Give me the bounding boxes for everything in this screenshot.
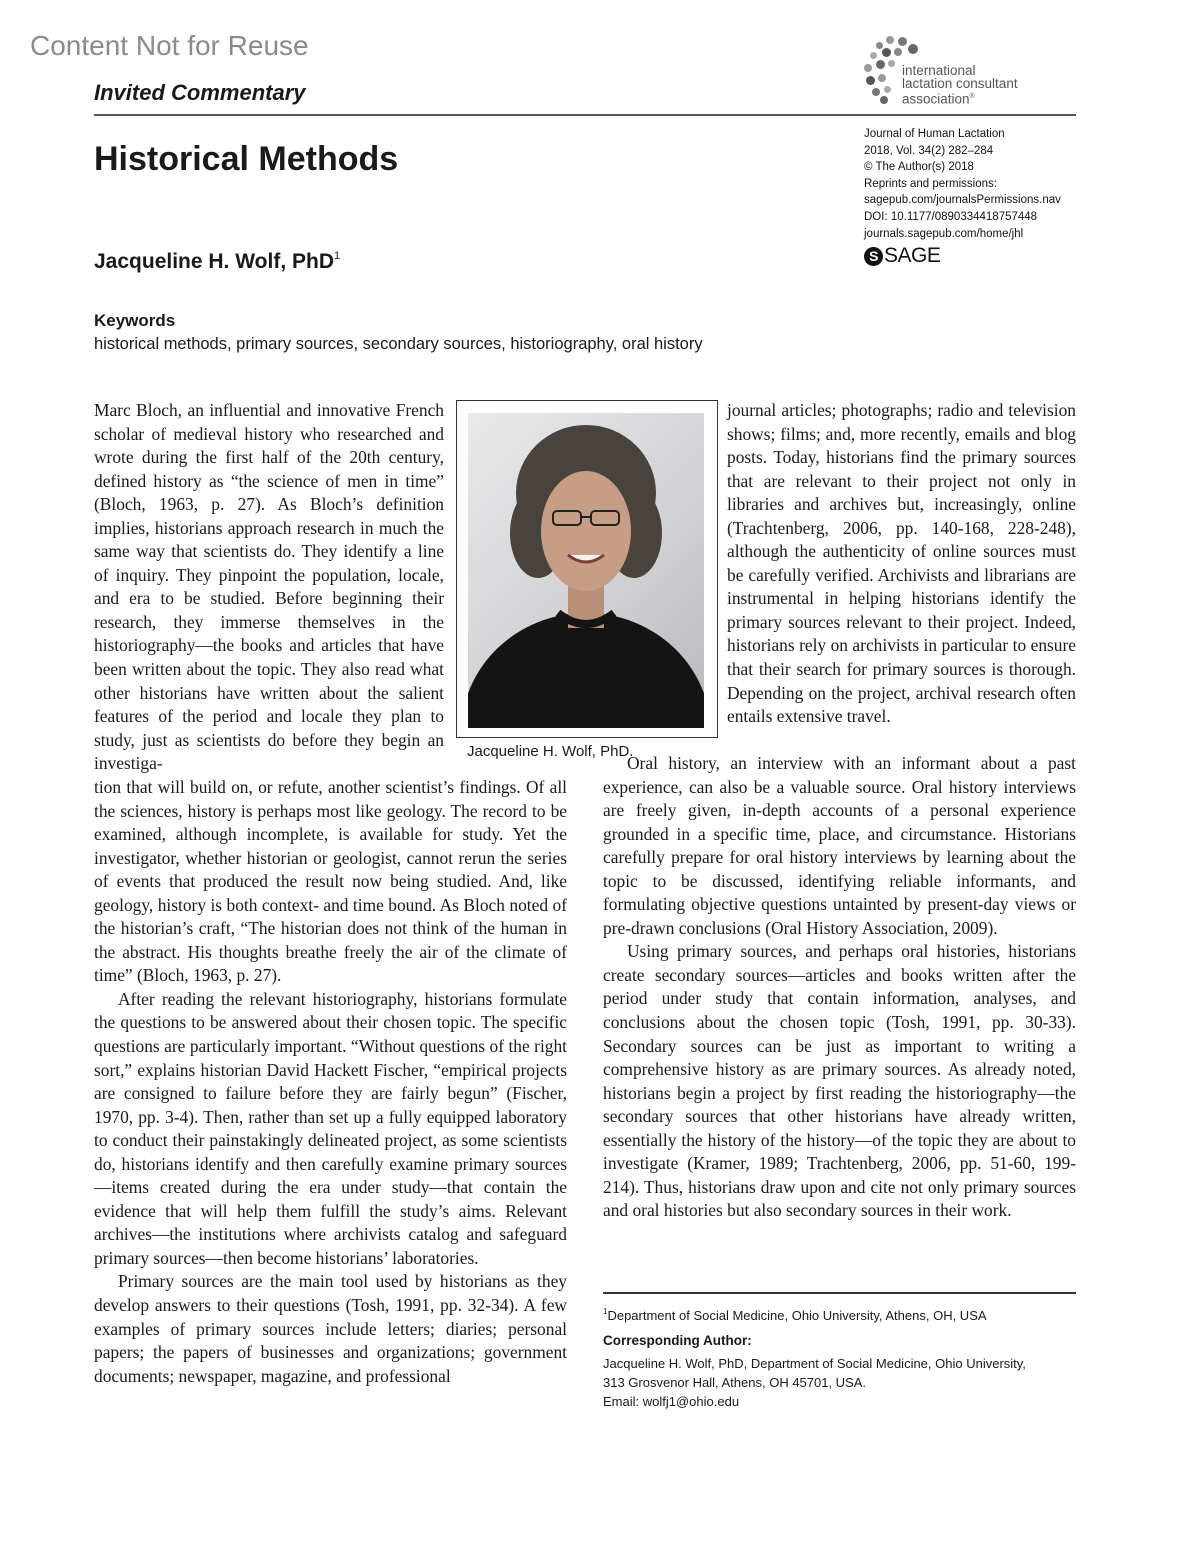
paragraph: journal articles; photographs; radio and television shows; films; and, more recently, emails and blog posts. Today, historians find the primary sources that are relevant to their project not only in libraries and archives but, increasingly, online (Trachtenberg, 2006, pp. 140-168, 228-248), although the authenticity of online sources must be carefully verified. Archivists and librarians are instrumental in helping historians identify the primary sources relevant to their project. Indeed, historians rely on archivists in particular to ensure that their search for primary sources is thorough. Depending on the project, archival research often entails extensive travel.	[727, 400, 1076, 727]
keywords-text: historical methods, primary sources, secondary sources, historiography, oral history	[94, 335, 703, 353]
author-portrait-image	[468, 413, 704, 728]
footnote-mark: 1	[603, 1307, 608, 1316]
corresponding-author-label: Corresponding Author:	[603, 1333, 752, 1348]
author-photo	[468, 413, 704, 728]
footnote-text: Department of Social Medicine, Ohio University, Athens, OH, USA	[607, 1308, 987, 1323]
paragraph: Marc Bloch, an influential and innovative French scholar of medieval history who researched and wrote during the first half of the 20th century, defined history as “the science of men in time” (Bloch, 1963, p. 27). As Bloch’s definition implies, historians approach research in much the same way that scientists do. They identify a line of inquiry. They pinpoint the population, locale, and era to be studied. Before beginning their research, they immerse themselves in the historiography—the books and articles that have been written about the topic. They also read what other historians have written about the salient features of the period and locale they plan to study, just as scientists do before they begin an investiga-	[94, 400, 444, 774]
ilca-logo	[862, 34, 1062, 106]
watermark: Content Not for Reuse	[30, 30, 309, 61]
sage-s-icon: S	[864, 247, 883, 266]
journal-name: Journal of Human Lactation	[864, 128, 1005, 140]
paragraph: Oral history, an interview with an informant about a past experience, can also be a valuable source. Oral history interviews are freely given, in-depth accounts of a personal experience grounded in a specific time, place, and circumstance. Historians carefully prepare for oral history interviews by learning about the topic to be discussed, identifying reliable informants, and formulating objective questions untainted by present-day views or pre-drawn conclusions (Oral History Association, 2009).	[603, 753, 1076, 938]
publisher-logo	[864, 244, 940, 268]
section-label: Invited Commentary	[94, 80, 306, 105]
logo-line: lactation consultant	[902, 76, 1018, 91]
photo-caption: Jacqueline H. Wolf, PhD.	[467, 743, 634, 760]
paragraph: tion that will build on, or refute, another scientist’s findings. Of all the sciences, history is perhaps most like geology. The record to be examined, although incomplete, is available for study. Yet the investigator, whether historian or geologist, cannot rerun the series of events that produced the result now being studied. And, like geology, history is both context- and time bound. As Bloch noted of the historian’s craft, “The historian does not think of the human in the abstract. His thoughts breathe freely the air of the climate of time” (Bloch, 1963, p. 27).	[94, 777, 567, 986]
journal-reprints: Reprints and permissions:	[864, 177, 997, 190]
paragraph: After reading the relevant historiography, historians formulate the questions to be answered about their chosen topic. The specific questions are particularly important. “Without questions of the right sort,” explains historian David Hackett Fischer, “empirical projects are consigned to failure before they are fairly begun” (Fischer, 1970, pp. 3-4). Then, rather than set up a fully equipped laboratory to conduct their painstakingly delineated project, as some scientists do, historians identify and then carefully examine primary sources—items created during the era under study—that contain the evidence that will help them fulfill the study’s aims. Relevant archives—the institutions where archivists catalog and safeguard primary sources—then become historians’ laboratories.	[94, 988, 567, 1268]
article-title: Historical Methods	[94, 140, 399, 178]
corresponding-line: Jacqueline H. Wolf, PhD, Department of Social Medicine, Ohio University,	[603, 1356, 1026, 1371]
header-divider	[94, 114, 1076, 116]
paragraph: Using primary sources, and perhaps oral histories, historians create secondary sources—articles and books written after the period under study that contain information, analyses, and conclusions about the chosen topic (Tosh, 1991, pp. 30-33). Secondary sources can be just as important to writing a comprehensive history as are primary sources. As already noted, historians begin a project by first reading the historiography—the secondary sources that other historians have already written, essentially the history of the history—of the topic they are about to investigate (Kramer, 1989; Trachtenberg, 2006, pp. 51-60, 199-214). Thus, historians draw upon and cite not only primary sources and oral histories but also secondary sources in their work.	[603, 941, 1076, 1221]
journal-homepage-link[interactable]: journals.sagepub.com/home/jhl	[864, 227, 1024, 240]
logo-line: association	[902, 91, 970, 107]
journal-permissions-link[interactable]: sagepub.com/journalsPermissions.nav	[864, 194, 1061, 207]
journal-doi[interactable]: DOI: 10.1177/0890334418757448	[864, 210, 1038, 223]
paragraph: Primary sources are the main tool used by historians as they develop answers to their questions (Tosh, 1991, pp. 32-34). A few examples of primary sources include letters; diaries; personal papers; the papers of businesses and organizations; government documents; newspaper, magazine, and professional	[94, 1271, 567, 1386]
corresponding-author-details	[603, 1354, 1083, 1411]
journal-volume: 2018, Vol. 34(2) 282–284	[864, 144, 994, 157]
logo-trademark: ®	[969, 93, 975, 100]
corresponding-email[interactable]: Email: wolfj1@ohio.edu	[603, 1394, 740, 1409]
publisher-name: SAGE	[884, 244, 941, 267]
keywords-label: Keywords	[94, 311, 176, 330]
journal-copyright: © The Author(s) 2018	[864, 161, 974, 174]
article-author	[94, 250, 340, 274]
affiliation-footnote	[603, 1302, 1076, 1325]
footnote-divider	[603, 1292, 1076, 1294]
logo-line: international	[902, 63, 976, 78]
body-column-left-top	[94, 399, 444, 776]
body-column-right-top	[727, 399, 1076, 729]
author-affiliation-mark: 1	[333, 250, 341, 262]
body-column-left-bottom	[94, 776, 567, 1388]
author-name: Jacqueline H. Wolf, PhD	[94, 250, 334, 273]
body-column-right-bottom	[603, 752, 1076, 1223]
journal-info	[864, 126, 1061, 242]
corresponding-line: 313 Grosvenor Hall, Athens, OH 45701, USA.	[603, 1375, 867, 1390]
